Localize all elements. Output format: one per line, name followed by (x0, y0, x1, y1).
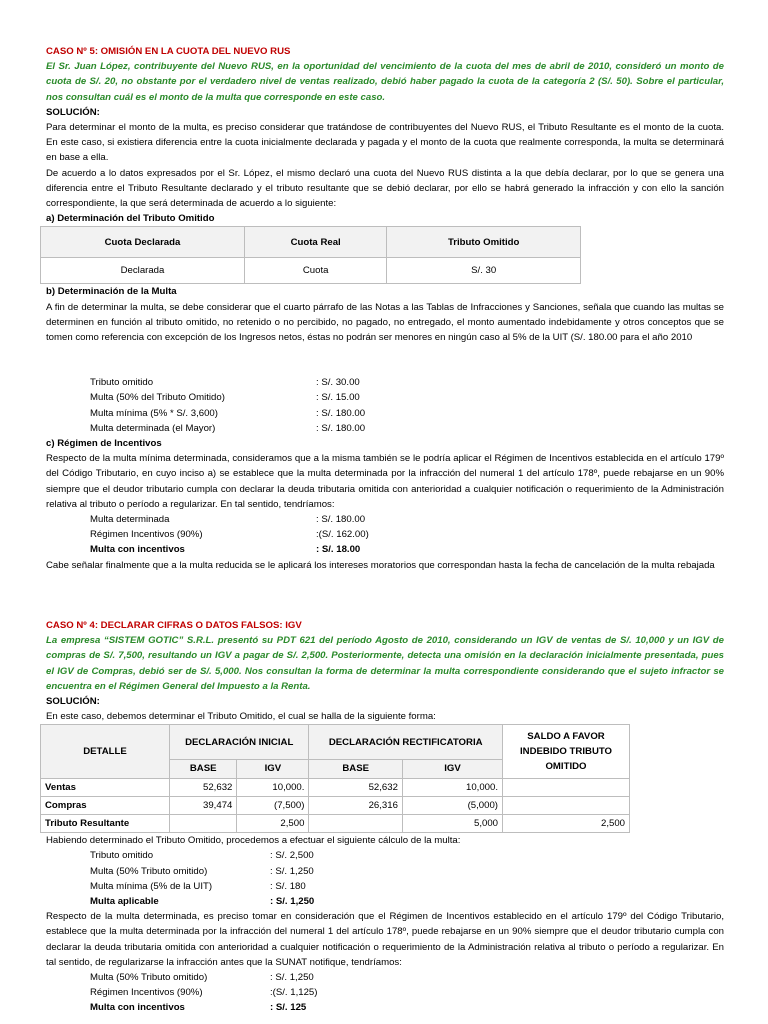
header-declaracion-inicial: DECLARACIÓN INICIAL (170, 725, 309, 760)
header-cuota-declarada: Cuota Declarada (41, 227, 245, 258)
calc-row: Tributo omitido : S/. 30.00 (90, 377, 360, 389)
header-declaracion-rectificatoria: DECLARACIÓN RECTIFICATORIA (309, 725, 503, 760)
case4-title: CASO Nº 4: DECLARAR CIFRAS O DATOS FALSOS: IGV (46, 619, 302, 631)
header-tributo-omitido: Tributo Omitido (387, 227, 581, 258)
case5-paragraph-4: Respecto de la multa mínima determinada, consideramos que a la misma también se le podría aplicar el Régimen de Incentivos establecida en el artículo 179º del Código Tributario, en cuyo inciso a) se establece que la multa determinada por la infracción del numeral 1 del artículo 178º, puede rebajarse en un 90% siempre que el deudor tributario cumpla con declarar la deuda tributaria omitida con anterioridad a cualquier notificación o requerimiento de la Administración relativa al tributo o período a regularizar. En tal sentido, tendríamos: (46, 453, 724, 510)
header-igv: IGV (237, 760, 309, 778)
case5-paragraph-1: Para determinar el monto de la multa, es preciso considerar que tratándose de contribuyentes del Nuevo RUS, el Tributo Resultante es el monto de la cuota. En este caso, si existiera diferencia entre la cuota inicialmente declarada y pagada y el monto de la cuota que realmente corresponda, la multa se determinará en base a ella. (46, 122, 724, 164)
calc-row: Multa determinada (el Mayor) : S/. 180.00 (90, 422, 366, 434)
case4-solution-heading: SOLUCIÓN: (46, 695, 100, 707)
case5-statement: El Sr. Juan López, contribuyente del Nuevo RUS, en la oportunidad del vencimiento de la cuota del mes de abril de 2010, consideró un monto de cuota de S/. 20, no obstante por el verdadero nivel de ventas realizado, debió haber pagado la cuota de la categoría 2 (S/. 50). Sobre el particular, nos consultan cuál es el monto de la multa que corresponde en este caso. (46, 61, 724, 103)
table-header-row (41, 725, 630, 760)
case5-calculation (90, 375, 724, 436)
header-cuota-real: Cuota Real (244, 227, 386, 258)
case4-omitted-tax-table (40, 724, 630, 833)
cell-declarada: Declarada (41, 258, 245, 284)
document-page (46, 44, 724, 1016)
table-row: Tributo Resultante 2,500 5,000 2,500 (41, 814, 630, 832)
case4-incentives (90, 970, 724, 1016)
header-detalle: DETALLE (41, 725, 170, 778)
case5-section-b: b) Determinación de la Multa (46, 286, 177, 298)
table-row: Ventas 52,632 10,000. 52,632 10,000. (41, 778, 630, 796)
case5-incentives (90, 512, 724, 558)
case4-calculation (90, 848, 724, 909)
case5-paragraph-5: Cabe señalar finalmente que a la multa reducida se le aplicará los intereses moratorios que correspondan hasta la fecha de cancelación de la multa rebajada (46, 559, 715, 571)
calc-row: Multa (50% Tributo omitido) : S/. 1,250 (90, 865, 314, 877)
incentive-row: Multa (50% Tributo omitido) : S/. 1,250 (90, 971, 314, 983)
calc-row: Multa (50% del Tributo Omitido) : S/. 15.00 (90, 392, 360, 404)
cell-omitido: S/. 30 (387, 258, 581, 284)
table-header-row (41, 227, 581, 258)
incentive-row: Régimen Incentivos (90%) :(S/. 162.00) (90, 529, 369, 541)
case4-paragraph-2: Habiendo determinado el Tributo Omitido, procedemos a efectuar el siguiente cálculo de la multa: (46, 835, 461, 847)
incentive-row: Multa con incentivos : S/. 18.00 (90, 544, 361, 556)
case5-paragraph-3: A fin de determinar la multa, se debe considerar que el cuarto párrafo de las Notas a las Tablas de Infracciones y Sanciones, señala que cuando las multas se determinen en función al tributo omitido, no retenido o no percibido, no pagado, no entregado, el monto aumentado indebidamente y otros conceptos que se tomen como referencia con excepción de los Ingresos netos, éstas no podrán ser menores en ningún caso al 5% de la UIT (S/. 180.00 para el año 2010 (46, 301, 724, 344)
header-saldo-omitido: SALDO A FAVOR INDEBIDO TRIBUTO OMITIDO (503, 725, 630, 778)
case5-section-c: c) Régimen de Incentivos (46, 438, 162, 450)
calc-row: Multa mínima (5% de la UIT) : S/. 180 (90, 880, 306, 892)
case5-solution-heading: SOLUCIÓN: (46, 106, 100, 118)
header-base: BASE (309, 760, 403, 778)
calc-row: Multa mínima (5% * S/. 3,600) : S/. 180.00 (90, 407, 366, 419)
incentive-row: Multa con incentivos : S/. 125 (90, 1002, 307, 1014)
case4-paragraph-3: Respecto de la multa determinada, es preciso tomar en consideración que el Régimen de Incentivos establecido en el artículo 179º del Código Tributario, establece que la multa determinada por la infracción del numeral 1 del artículo 178º, puede rebajarse en un 90% siempre que el deudor tributario cumpla con declarar la deuda tributaria omitida con anterioridad a cualquier notificación o requerimiento de la Administración relativa al tributo o período a regularizar. En tal sentido, de regularizarse la infracción antes que la SUNAT notifique, tendríamos: (46, 911, 724, 968)
header-base: BASE (170, 760, 237, 778)
incentive-row: Multa determinada : S/. 180.00 (90, 514, 366, 526)
cell-cuota: Cuota (244, 258, 386, 284)
case5-paragraph-2: De acuerdo a lo datos expresados por el Sr. López, el mismo declaró una cuota del Nuevo RUS distinta a la que debía declarar, por lo que se genera una diferencia entre el Tributo Resultante declarado y el tributo resultante que se debió declarar, por ello se habrá generado la infracción y con ello la sanción correspondiente, la que será determinada de acuerdo a lo siguiente: (46, 167, 724, 210)
table-row: Compras 39,474 (7,500) 26,316 (5,000) (41, 796, 630, 814)
calc-row: Tributo omitido : S/. 2,500 (90, 850, 314, 862)
case4-statement: La empresa “SISTEM GOTIC” S.R.L. presentó su PDT 621 del período Agosto de 2010, considerando un IGV de ventas de S/. 10,000 y un IGV de compras de S/. 7,500, resultando un IGV a pagar de S/. 2,500. Posteriormente, detecta una omisión en la declaración inicialmente presentada, pues el IGV de Compras, debió ser de S/. 5,000. Nos consultan la forma de determinar la multa correspondiente considerando que el sujeto infractor se encuentra en el Régimen General del Impuesto a la Renta. (46, 635, 724, 692)
case5-section-a: a) Determinación del Tributo Omitido (46, 213, 215, 225)
case5-title: CASO Nº 5: OMISIÓN EN LA CUOTA DEL NUEVO RUS (46, 46, 291, 57)
calc-row: Multa aplicable : S/. 1,250 (90, 895, 315, 907)
incentive-row: Régimen Incentivos (90%) :(S/. 1,125) (90, 987, 318, 999)
case4-paragraph-1: En este caso, debemos determinar el Tributo Omitido, el cual se halla de la siguiente forma: (46, 711, 436, 723)
table-row (41, 258, 581, 284)
case5-omitted-tax-table (40, 226, 581, 284)
header-igv: IGV (402, 760, 502, 778)
